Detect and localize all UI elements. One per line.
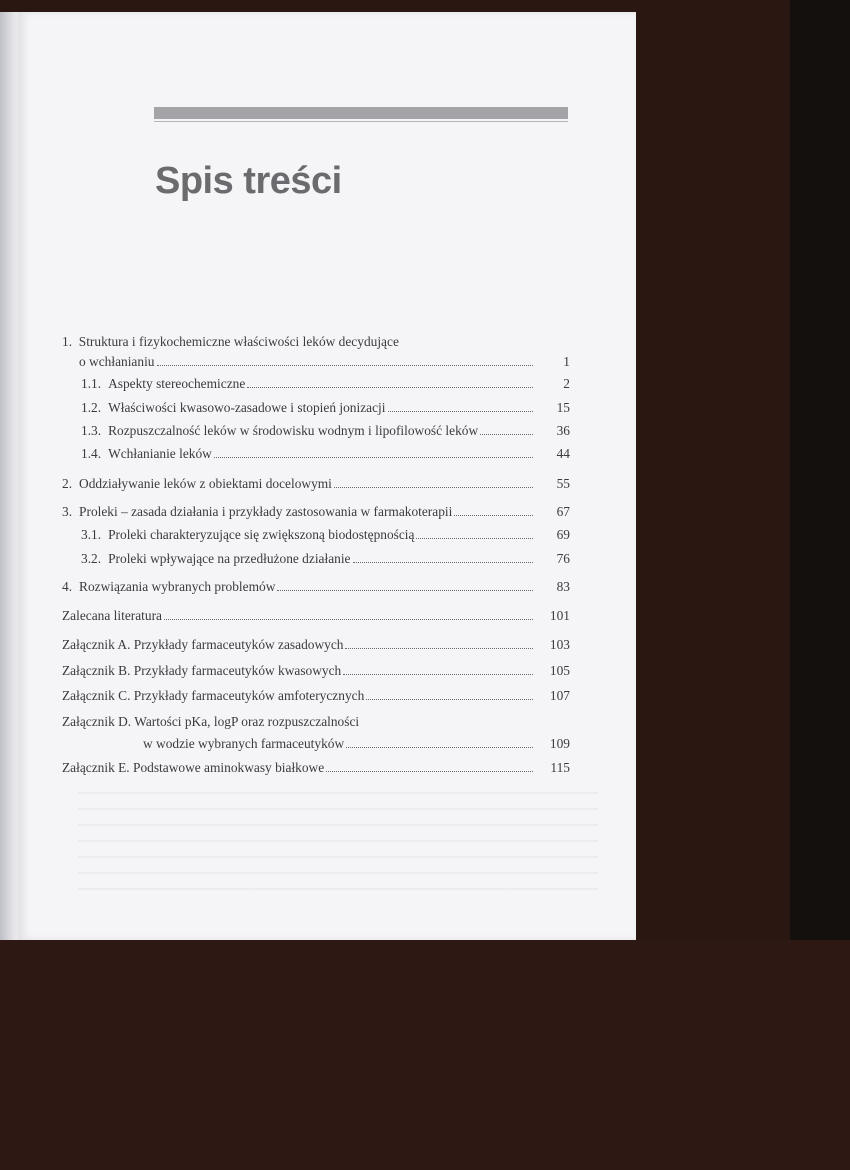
leader-dots	[366, 690, 533, 700]
toc-entry-number: 1.3.	[81, 423, 102, 438]
leader-dots	[343, 665, 533, 675]
toc-entry-1-4[interactable]	[81, 446, 535, 462]
toc-page-number: 105	[549, 663, 570, 678]
toc-entry-text: Proleki – zasada działania i przykłady zastosowania w farmakoterapii	[79, 504, 453, 519]
toc-entry-text: Proleki charakteryzujące się zwiększoną biodostępnością	[108, 527, 415, 542]
toc-entry-number: 1.4.	[81, 446, 102, 461]
leader-dots	[345, 639, 533, 649]
book-page	[18, 12, 636, 940]
toc-entry-text: Załącznik B. Przykłady farmaceutyków kwasowych	[62, 663, 342, 678]
toc-page-number: 55	[556, 476, 570, 491]
leader-dots	[388, 402, 534, 412]
toc-entry-number: 1.1.	[81, 376, 102, 391]
leader-dots	[247, 378, 533, 388]
toc-page-number: 107	[549, 688, 570, 703]
toc-entry-3-2[interactable]	[81, 551, 535, 567]
leader-dots	[277, 581, 533, 591]
toc-page-number: 69	[556, 527, 570, 542]
leader-dots	[353, 553, 533, 563]
toc-entry-text: Rozpuszczalność leków w środowisku wodnym i lipofilowość leków	[108, 423, 479, 438]
toc-entry-appendix-b[interactable]	[62, 663, 535, 679]
table-of-contents	[18, 12, 636, 940]
toc-page-number: 83	[556, 579, 570, 594]
toc-entry-appendix-a[interactable]	[62, 637, 535, 653]
toc-entry-1-2[interactable]	[81, 400, 535, 416]
toc-entry-text: Aspekty stereochemiczne	[108, 376, 246, 391]
leader-dots	[214, 448, 533, 458]
toc-page-number: 2	[563, 376, 570, 391]
leader-dots	[334, 478, 533, 488]
toc-entry-appendix-e[interactable]	[62, 760, 535, 776]
toc-entry-number: 3.1.	[81, 527, 102, 542]
toc-entry-3[interactable]	[62, 504, 535, 520]
leader-dots	[157, 356, 534, 366]
toc-page-number: 103	[549, 637, 570, 652]
toc-entry-literature[interactable]	[62, 608, 535, 624]
toc-entry-text: Rozwiązania wybranych problemów	[79, 579, 276, 594]
toc-entry-text: o wchłanianiu	[79, 354, 155, 369]
toc-entry-text: Struktura i fizykochemiczne właściwości leków decydujące	[78, 334, 399, 349]
toc-entry-text: Załącznik E. Podstawowe aminokwasy białkowe	[62, 760, 325, 775]
toc-entry-1-3[interactable]	[81, 423, 535, 439]
toc-entry-number: 4.	[62, 579, 73, 594]
toc-entry-text: Zalecana literatura	[62, 608, 162, 623]
toc-entry-number: 3.2.	[81, 551, 102, 566]
toc-entry-2[interactable]	[62, 476, 535, 492]
leader-dots	[326, 762, 533, 772]
toc-entry-1-1[interactable]	[81, 376, 535, 392]
background-table-surface	[0, 940, 850, 1170]
toc-entry-number: 3.	[62, 504, 73, 519]
toc-entry-text: Wchłanianie leków	[108, 446, 212, 461]
toc-page-number: 101	[549, 608, 570, 623]
toc-entry-text: Właściwości kwasowo-zasadowe i stopień jonizacji	[108, 400, 386, 415]
toc-entry-number: 1.	[62, 334, 73, 349]
toc-page-number: 109	[549, 736, 570, 751]
toc-entry-number: 1.2.	[81, 400, 102, 415]
toc-entry-3-1[interactable]	[81, 527, 535, 543]
toc-entry-text: w wodzie wybranych farmaceutyków	[143, 736, 345, 751]
leader-dots	[164, 610, 533, 620]
toc-page-number: 76	[556, 551, 570, 566]
leader-dots	[346, 738, 533, 748]
toc-entry-1-line1	[62, 334, 399, 350]
toc-entry-text: Załącznik C. Przykłady farmaceutyków amfoterycznych	[62, 688, 365, 703]
page-title: Spis treści	[155, 160, 342, 202]
toc-page-number: 1	[563, 354, 570, 369]
toc-page-number: 36	[556, 423, 570, 438]
toc-entry-appendix-c[interactable]	[62, 688, 535, 704]
toc-entry-text: Proleki wpływające na przedłużone działanie	[108, 551, 351, 566]
toc-entry-text: Oddziaływanie leków z obiektami docelowymi	[79, 476, 332, 491]
toc-entry-appendix-d-line1: Załącznik D. Wartości pKa, logP oraz rozpuszczalności	[62, 714, 360, 729]
toc-entry-1[interactable]	[79, 354, 535, 370]
toc-page-number: 15	[556, 400, 570, 415]
toc-entry-text: Załącznik A. Przykłady farmaceutyków zasadowych	[62, 637, 344, 652]
toc-entry-4[interactable]	[62, 579, 535, 595]
leader-dots	[454, 506, 533, 516]
leader-dots	[416, 529, 533, 539]
toc-entry-number: 2.	[62, 476, 73, 491]
leader-dots	[480, 425, 533, 435]
toc-page-number: 67	[556, 504, 570, 519]
toc-page-number: 115	[550, 760, 570, 775]
toc-page-number: 44	[556, 446, 570, 461]
toc-entry-appendix-d[interactable]	[143, 736, 535, 752]
